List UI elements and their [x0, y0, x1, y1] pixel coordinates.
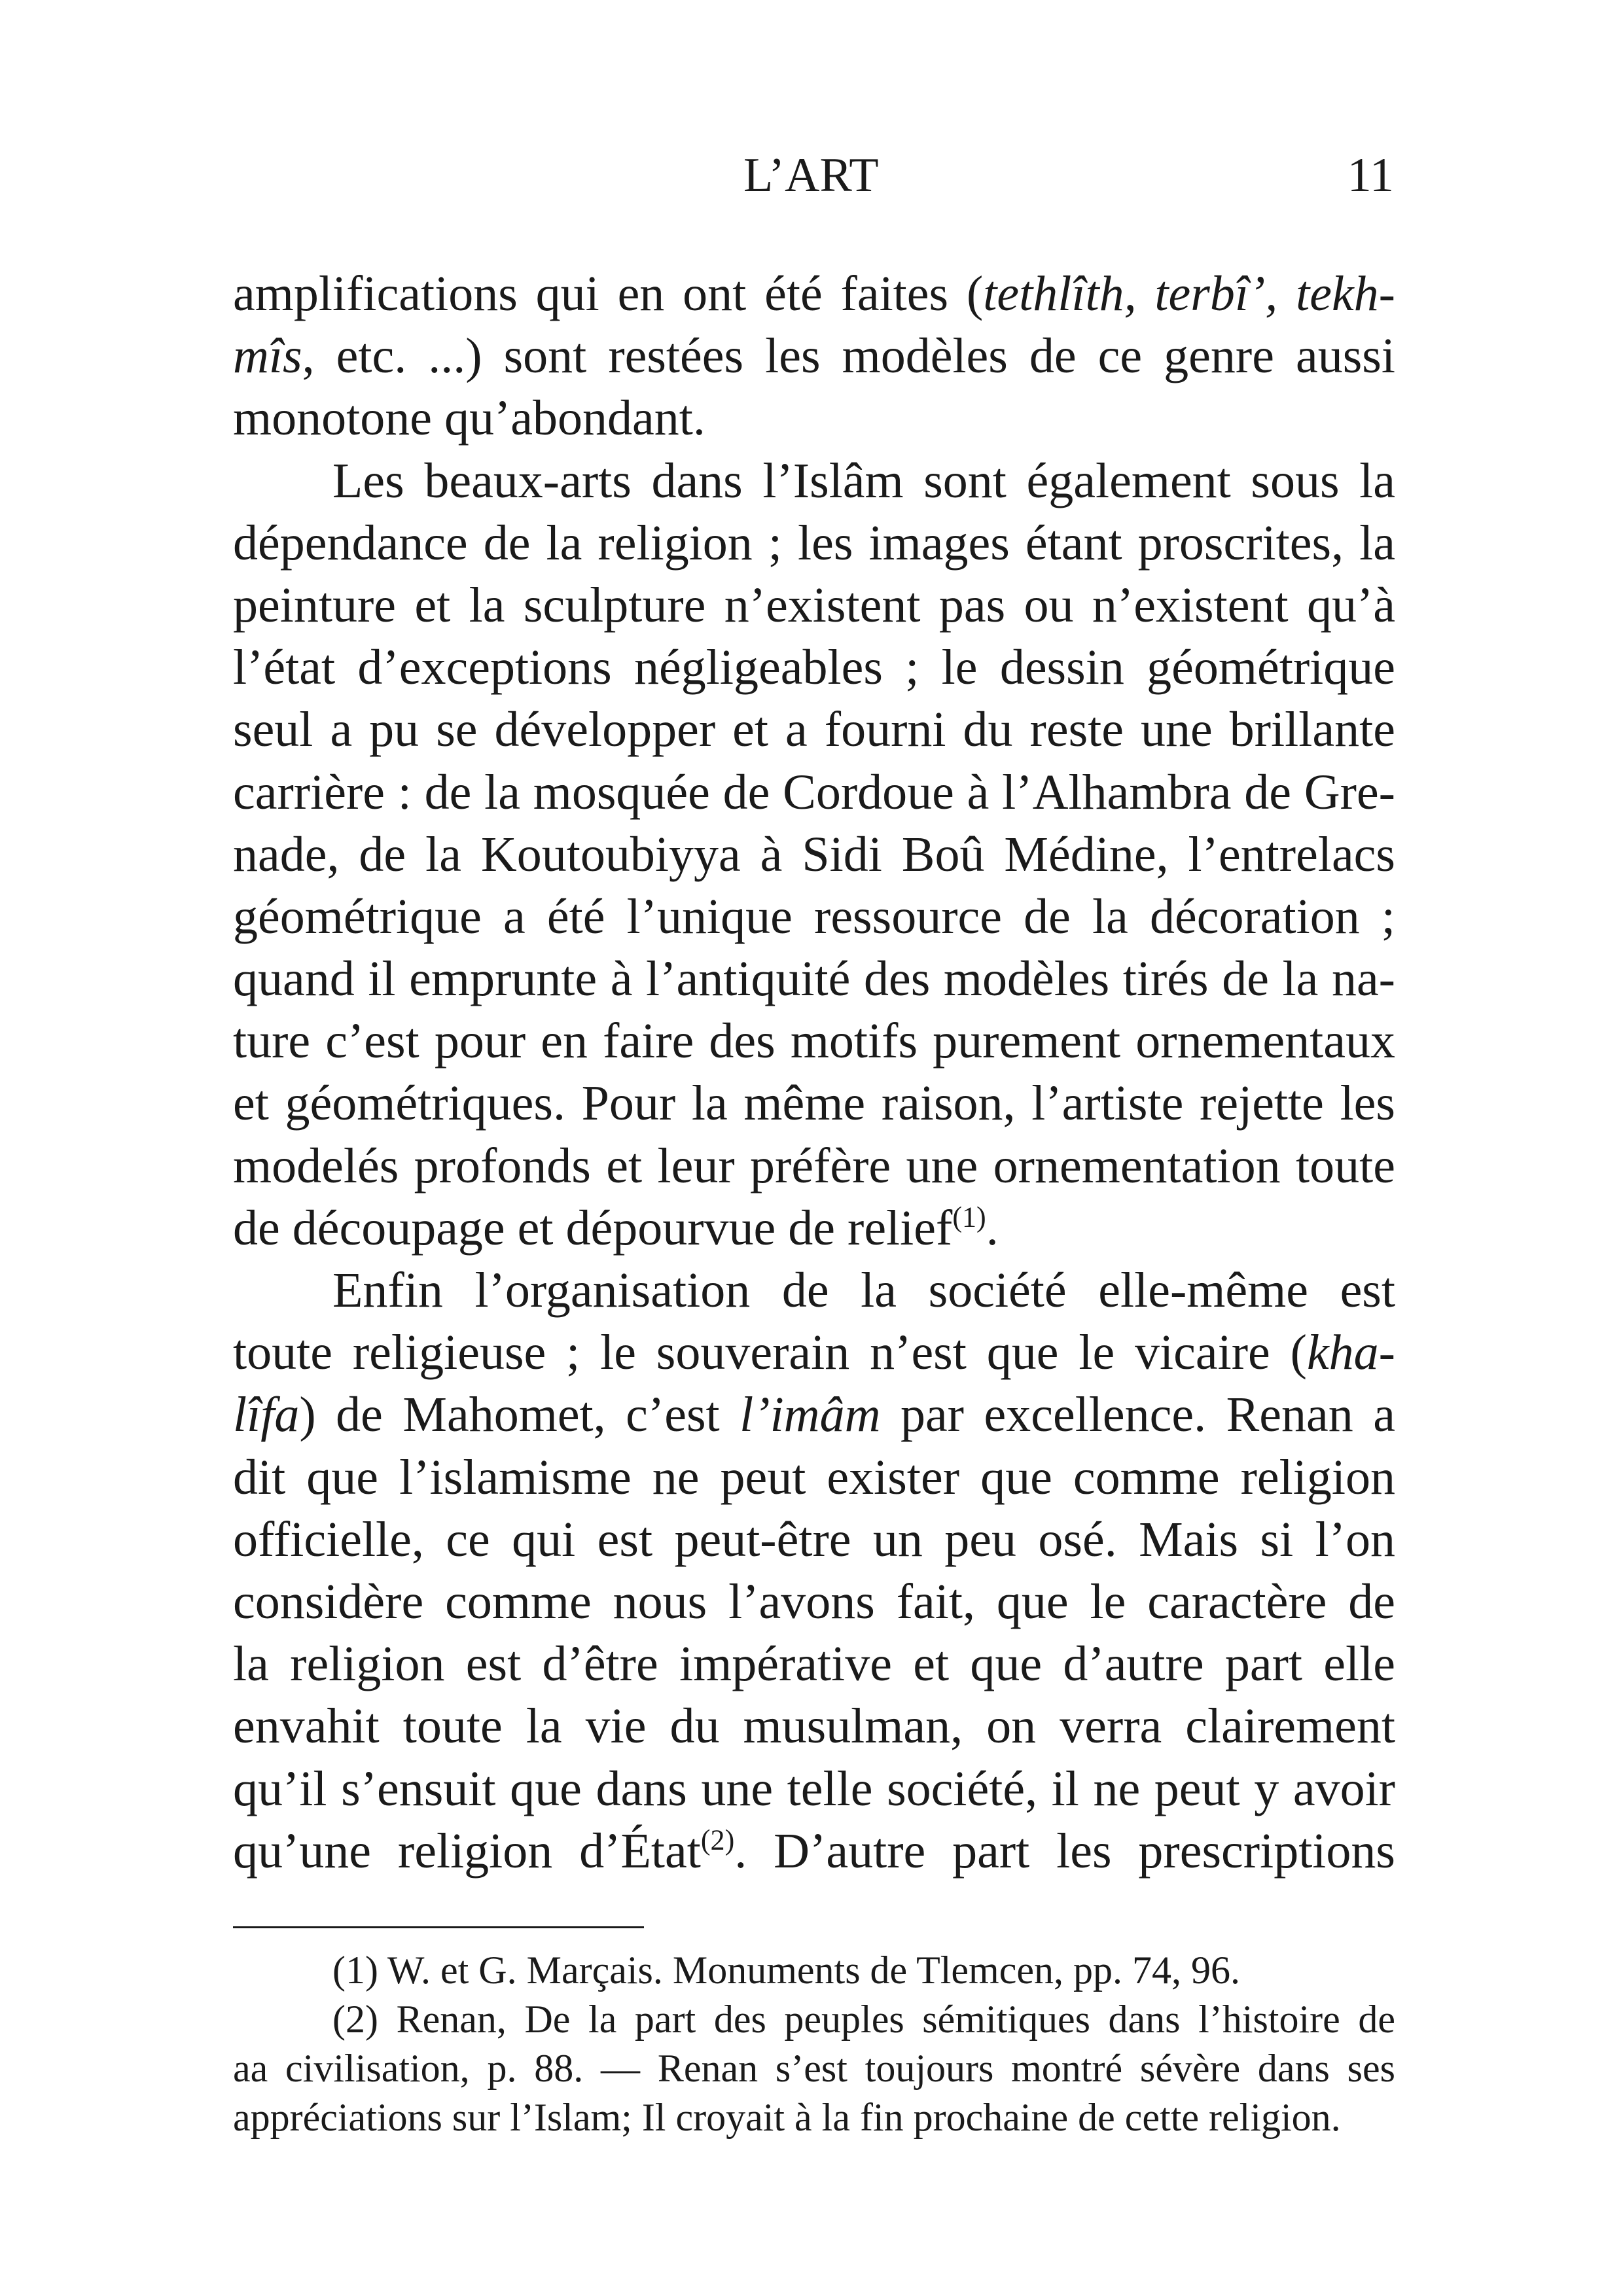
body-line: officielle, ce qui est peut-être un peu osé. Mais si l’on	[233, 1511, 1395, 1567]
body-line: l’état d’exceptions négligeables ; le dessin géométrique	[233, 640, 1395, 696]
page-number: 11	[1347, 149, 1394, 202]
body-line: carrière : de la mosquée de Cordoue à l’Alhambra de Gre-	[233, 764, 1395, 820]
italic-term: lîfa	[233, 1387, 300, 1443]
body-line: modelés profonds et leur préfère une ornementation toute	[233, 1138, 1395, 1193]
body-line: Les beaux-arts dans l’Islâm sont également sous la	[332, 453, 1395, 508]
body-line: ture c’est pour en faire des motifs purement ornementaux	[233, 1014, 1395, 1069]
body-line: géométrique a été l’unique ressource de la décoration ;	[233, 889, 1395, 944]
body-line: lîfa) de Mahomet, c’est l’imâm par excellence. Renan a	[233, 1387, 1395, 1443]
body-line: dit que l’islamisme ne peut exister que comme religion	[233, 1449, 1395, 1505]
italic-term: l’imâm	[740, 1387, 881, 1443]
running-title: L’ART	[743, 149, 879, 202]
body-line: dépendance de la religion ; les images étant proscrites, la	[233, 515, 1395, 571]
italic-term: kha-	[1306, 1325, 1395, 1381]
body-line: Enfin l’organisation de la société elle-même est	[332, 1263, 1395, 1318]
body-line: quand il emprunte à l’antiquité des modèles tirés de la na-	[233, 951, 1395, 1007]
footnote-2-line: appréciations sur l’Islam; Il croyait à la fin prochaine de cette religion.	[233, 2096, 1341, 2139]
footnote-2-line: aa civilisation, p. 88. — Renan s’est toujours montré sévère dans ses	[233, 2047, 1395, 2090]
body-line: amplifications qui en ont été faites (tethlîth, terbî’, tekh-	[233, 266, 1395, 321]
body-line: peinture et la sculpture n’existent pas ou n’existent qu’à	[233, 577, 1395, 633]
footnotes	[233, 1946, 1395, 2142]
footnote-ref-1: (1)	[952, 1201, 986, 1233]
body-line: nade, de la Koutoubiyya à Sidi Boû Médine, l’entrelacs	[233, 826, 1395, 882]
body-line: envahit toute la vie du musulman, on verra clairement	[233, 1699, 1395, 1754]
footnote-divider	[233, 1926, 644, 1928]
body-line: et géométriques. Pour la même raison, l’artiste rejette les	[233, 1076, 1395, 1131]
footnote-ref-2: (2)	[700, 1824, 735, 1856]
body-line: considère comme nous l’avons fait, que le caractère de	[233, 1574, 1395, 1629]
body-line: monotone qu’abondant.	[233, 391, 705, 446]
italic-term: tethlîth, terbî’, tekh-	[983, 266, 1395, 321]
body-line: toute religieuse ; le souverain n’est que le vicaire (kha-	[233, 1325, 1395, 1381]
body-line: qu’une religion d’État$^{(2)}$. D’autre part les prescriptions	[233, 1823, 1396, 1879]
body-line: mîs, etc. ...) sont restées les modèles de ce genre aussi	[233, 328, 1395, 384]
body-line: qu’il s’ensuit que dans une telle société, il ne peut y avoir	[233, 1761, 1395, 1816]
body-line: seul a pu se développer et a fourni du reste une brillante	[233, 702, 1395, 758]
body-line: de découpage et dépourvue de relief$^{(1)}$.	[233, 1200, 999, 1256]
italic-term: mîs	[233, 328, 302, 384]
footnote-1: (1) W. et G. Marçais. Monuments de Tlemcen, pp. 74, 96.	[332, 1949, 1240, 1992]
body-text	[233, 263, 1395, 1882]
body-line: la religion est d’être impérative et que d’autre part elle	[233, 1636, 1395, 1692]
footnote-2-line: (2) Renan, De la part des peuples sémitiques dans l’histoire de	[332, 1998, 1395, 2041]
